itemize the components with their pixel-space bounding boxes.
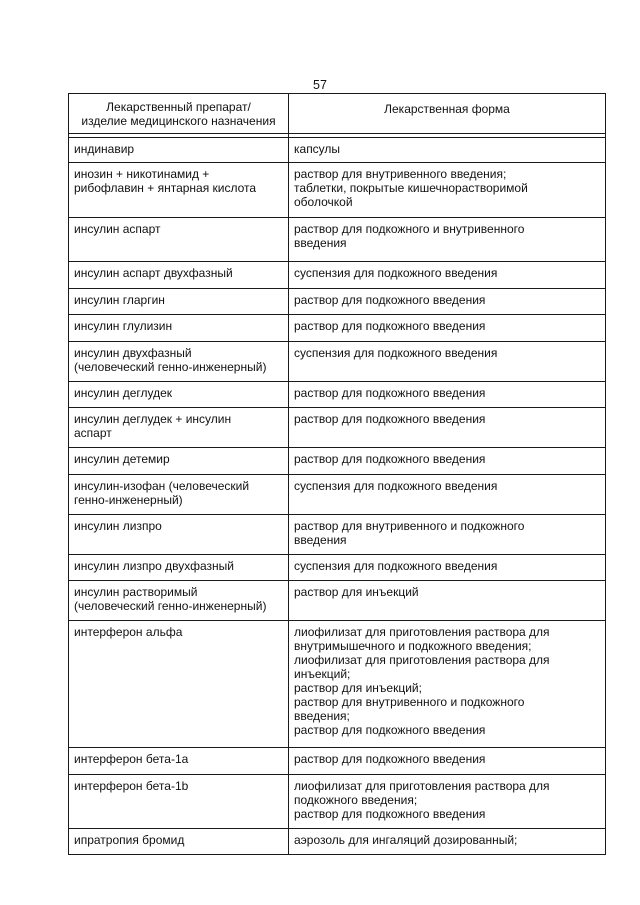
- column-header-drug: Лекарственный препарат/ изделие медицинского назначения: [69, 94, 289, 134]
- drug-name-cell: инсулин двухфазный (человеческий генно-инженерный): [69, 342, 289, 382]
- table-row: [69, 581, 606, 621]
- drug-name-cell: инсулин глулизин: [69, 315, 289, 342]
- column-header-form: Лекарственная форма: [289, 94, 606, 134]
- drug-name-cell: интерферон альфа: [69, 621, 289, 748]
- table-row: [69, 775, 606, 829]
- table-row: [69, 515, 606, 555]
- drug-name-cell: инсулин деглудек: [69, 382, 289, 408]
- table-row: [69, 218, 606, 262]
- table-row: [69, 448, 606, 475]
- table-row: [69, 829, 606, 855]
- dosage-form-cell: суспензия для подкожного введения: [289, 342, 606, 382]
- drug-name-cell: инсулин растворимый (человеческий генно-инженерный): [69, 581, 289, 621]
- drug-name-cell: инсулин лизпро: [69, 515, 289, 555]
- dosage-form-cell: раствор для подкожного введения: [289, 408, 606, 448]
- dosage-form-cell: раствор для подкожного введения: [289, 289, 606, 315]
- table-header-row: [69, 94, 606, 134]
- drug-name-cell: инсулин деглудек + инсулин аспарт: [69, 408, 289, 448]
- dosage-form-cell: раствор для внутривенного и подкожного введения: [289, 515, 606, 555]
- dosage-form-cell: раствор для внутривенного введения; таблетки, покрытые кишечнорастворимой оболочкой: [289, 163, 606, 218]
- drug-name-cell: интерферон бета-1a: [69, 748, 289, 775]
- drug-name-cell: инсулин аспарт: [69, 218, 289, 262]
- table-row: [69, 748, 606, 775]
- table-row: [69, 138, 606, 163]
- dosage-form-cell: раствор для подкожного введения: [289, 448, 606, 475]
- table-row: [69, 475, 606, 515]
- drug-name-cell: инсулин гларгин: [69, 289, 289, 315]
- table-row: [69, 289, 606, 315]
- dosage-form-cell: раствор для инъекций: [289, 581, 606, 621]
- drug-table: [68, 93, 606, 855]
- dosage-form-cell: лиофилизат для приготовления раствора для внутримышечного и подкожного введения; лиофилизат для приготовления раствора для инъекций; раствор для инъекций; раствор для внутривенного и подкожного введения; раствор для подкожного введения: [289, 621, 606, 748]
- drug-name-cell: инсулин-изофан (человеческий генно-инженерный): [69, 475, 289, 515]
- table-row: [69, 555, 606, 581]
- dosage-form-cell: раствор для подкожного и внутривенного введения: [289, 218, 606, 262]
- dosage-form-cell: раствор для подкожного введения: [289, 748, 606, 775]
- table-row: [69, 621, 606, 748]
- drug-name-cell: интерферон бета-1b: [69, 775, 289, 829]
- table-row: [69, 408, 606, 448]
- dosage-form-cell: суспензия для подкожного введения: [289, 262, 606, 289]
- drug-name-cell: индинавир: [69, 138, 289, 163]
- drug-name-cell: инозин + никотинамид + рибофлавин + янтарная кислота: [69, 163, 289, 218]
- drug-name-cell: инсулин аспарт двухфазный: [69, 262, 289, 289]
- dosage-form-cell: суспензия для подкожного введения: [289, 475, 606, 515]
- table-row: [69, 382, 606, 408]
- dosage-form-cell: раствор для подкожного введения: [289, 315, 606, 342]
- table-row: [69, 163, 606, 218]
- drug-name-cell: ипратропия бромид: [69, 829, 289, 855]
- table-row: [69, 342, 606, 382]
- drug-name-cell: инсулин детемир: [69, 448, 289, 475]
- dosage-form-cell: капсулы: [289, 138, 606, 163]
- table-row: [69, 315, 606, 342]
- dosage-form-cell: раствор для подкожного введения: [289, 382, 606, 408]
- drug-name-cell: инсулин лизпро двухфазный: [69, 555, 289, 581]
- dosage-form-cell: аэрозоль для ингаляций дозированный;: [289, 829, 606, 855]
- dosage-form-cell: лиофилизат для приготовления раствора для подкожного введения; раствор для подкожного введения: [289, 775, 606, 829]
- table-row: [69, 262, 606, 289]
- dosage-form-cell: суспензия для подкожного введения: [289, 555, 606, 581]
- page-number: 57: [313, 78, 327, 92]
